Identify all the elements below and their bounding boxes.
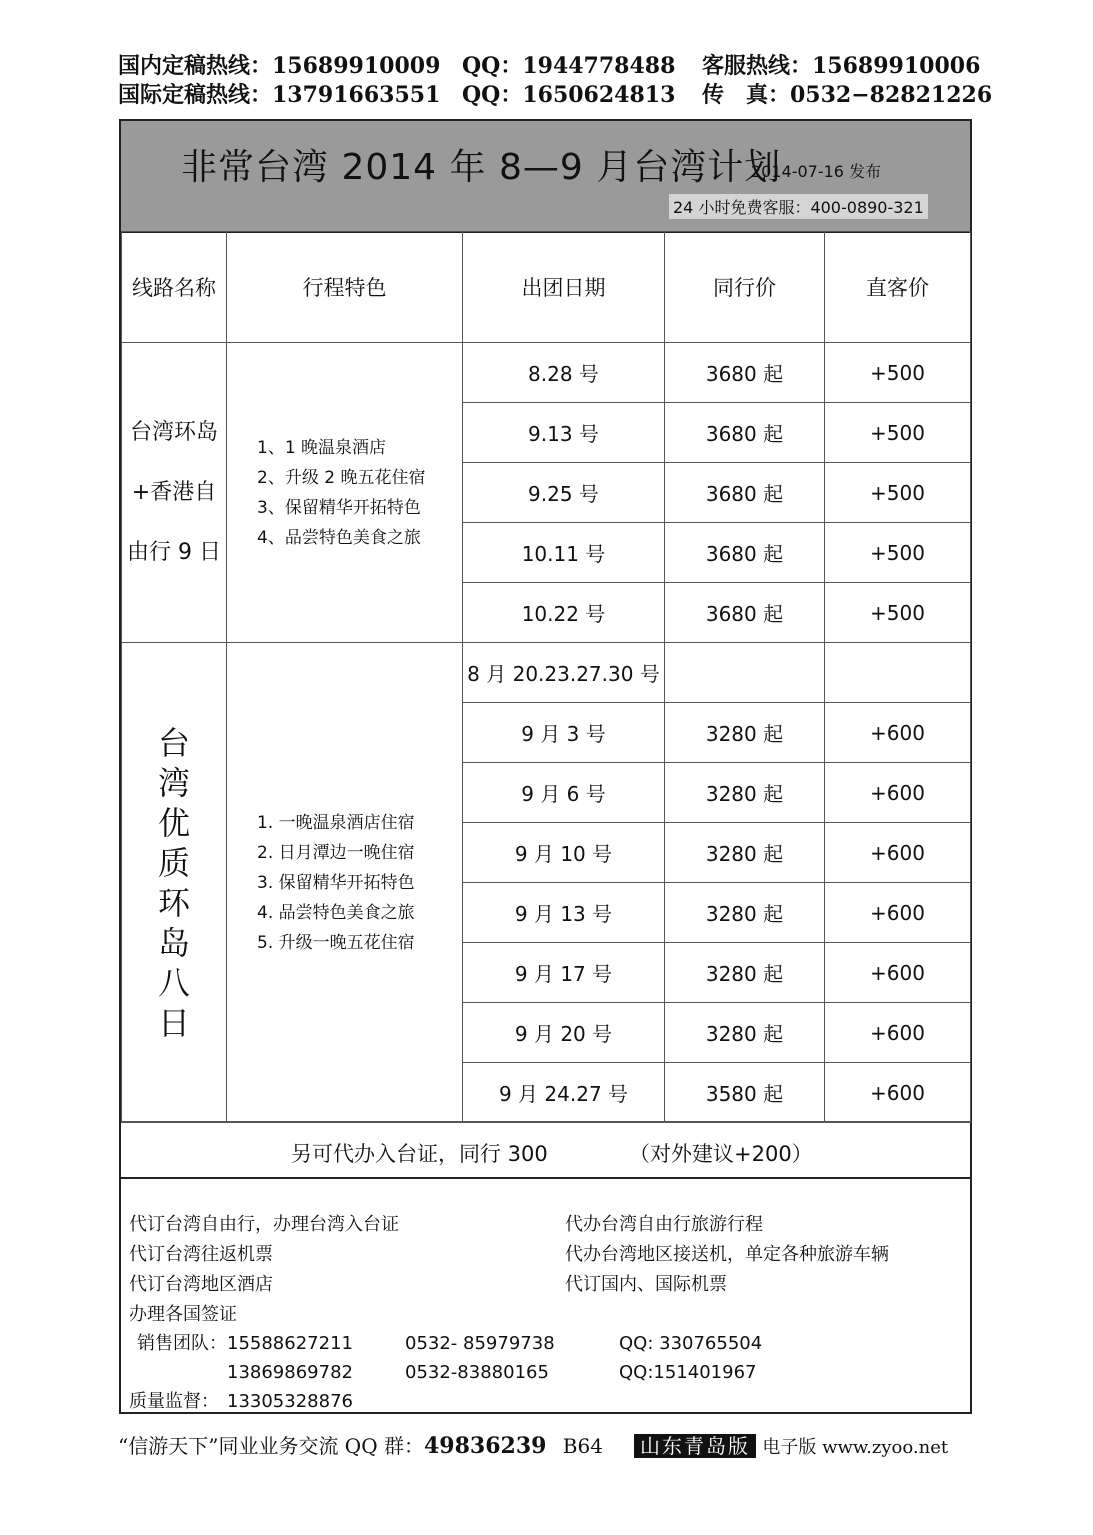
table-header-row <box>122 232 971 343</box>
route-name-1: 台湾环岛 +香港自 由行 9 日 <box>122 343 227 643</box>
sales-phone-1: 15588627211 <box>227 1333 353 1354</box>
direct-price: +600 <box>825 703 971 763</box>
service-item: 代订台湾地区酒店 <box>129 1274 273 1295</box>
direct-price: +500 <box>825 583 971 643</box>
direct-price: +600 <box>825 943 971 1003</box>
sales-tel-2: 0532-83880165 <box>405 1362 549 1383</box>
peer-price: 3280 起 <box>665 763 825 823</box>
footer-site: 电子版 www.zyoo.net <box>762 1437 949 1458</box>
service-item: 代订国内、国际机票 <box>565 1274 727 1295</box>
sales-qq-1: QQ: 330765504 <box>619 1333 763 1354</box>
peer-price: 3680 起 <box>665 583 825 643</box>
departure-date: 9 月 13 号 <box>463 883 665 943</box>
sales-label: 销售团队： <box>137 1333 227 1354</box>
departure-date: 9 月 3 号 <box>463 703 665 763</box>
peer-price: 3280 起 <box>665 703 825 763</box>
direct-price: +600 <box>825 883 971 943</box>
departure-date: 9 月 10 号 <box>463 823 665 883</box>
direct-price: +500 <box>825 463 971 523</box>
domestic-qq: QQ：1944778488 <box>462 53 676 79</box>
intl-hotline: 国际定稿热线：13791663551 <box>118 82 441 108</box>
sales-tel-1: 0532- 85979738 <box>405 1333 555 1354</box>
peer-price: 3680 起 <box>665 523 825 583</box>
peer-price: 3680 起 <box>665 463 825 523</box>
page-title: 非常台湾 2014 年 8—9 月台湾计划 <box>181 147 782 188</box>
direct-price: +600 <box>825 1063 971 1123</box>
col-route: 线路名称 <box>122 232 227 343</box>
footer-group: “信游天下”同业业务交流 QQ 群： <box>118 1434 424 1458</box>
departure-date: 8 月 20.23.27.30 号 <box>463 643 665 703</box>
direct-price: +500 <box>825 343 971 403</box>
services-section <box>121 1179 970 1414</box>
footer-group-number: 49836239 <box>423 1433 547 1459</box>
departure-date: 9 月 20 号 <box>463 1003 665 1063</box>
departure-date: 9 月 17 号 <box>463 943 665 1003</box>
peer-price <box>665 643 825 703</box>
table-row <box>122 343 971 403</box>
direct-price <box>825 643 971 703</box>
route-features-2: 1. 一晚温泉酒店住宿 2. 日月潭边一晚住宿 3. 保留精华开拓特色 4. 品尝特色美食之旅 5. 升级一晚五花住宿 <box>227 643 463 1123</box>
departure-date: 9.25 号 <box>463 463 665 523</box>
col-peer-price: 同行价 <box>665 232 825 343</box>
departure-date: 9 月 6 号 <box>463 763 665 823</box>
quality-phone: 13305328876 <box>227 1391 353 1412</box>
plan-table <box>121 231 971 1123</box>
direct-price: +600 <box>825 763 971 823</box>
domestic-hotline: 国内定稿热线：15689910009 <box>118 53 441 79</box>
direct-price: +500 <box>825 523 971 583</box>
departure-date: 8.28 号 <box>463 343 665 403</box>
direct-price: +600 <box>825 1003 971 1063</box>
publish-date: 2014-07-16 发布 <box>751 162 882 181</box>
service-item: 代订台湾自由行，办理台湾入台证 <box>129 1214 399 1235</box>
peer-price: 3680 起 <box>665 343 825 403</box>
peer-price: 3280 起 <box>665 943 825 1003</box>
visa-note <box>121 1121 970 1179</box>
departure-date: 10.22 号 <box>463 583 665 643</box>
footer-right <box>634 1430 948 1459</box>
direct-price: +500 <box>825 403 971 463</box>
peer-price: 3680 起 <box>665 403 825 463</box>
edition-badge: 山东青岛版 <box>634 1434 756 1458</box>
service-item: 代订台湾往返机票 <box>129 1244 273 1265</box>
service-item: 办理各国签证 <box>129 1304 237 1325</box>
departure-date: 9 月 24.27 号 <box>463 1063 665 1123</box>
route-features-1: 1、1 晚温泉酒店 2、升级 2 晚五花住宿 3、保留精华开拓特色 4、品尝特色美食之旅 <box>227 343 463 643</box>
service-hotline: 客服热线：15689910006 <box>702 53 981 79</box>
intl-qq: QQ：1650624813 <box>462 82 676 108</box>
plan-header <box>121 121 970 233</box>
direct-price: +600 <box>825 823 971 883</box>
sales-phone-2: 13869869782 <box>227 1362 353 1383</box>
service-hotline-badge: 24 小时免费客服：400-0890-321 <box>669 194 928 219</box>
visa-note-left: 另可代办入台证，同行 300 <box>291 1142 548 1166</box>
departure-date: 10.11 号 <box>463 523 665 583</box>
peer-price: 3580 起 <box>665 1063 825 1123</box>
service-item: 代办台湾自由行旅游行程 <box>565 1214 763 1235</box>
page-number: B64 <box>562 1434 603 1458</box>
peer-price: 3280 起 <box>665 1003 825 1063</box>
table-row <box>122 643 971 703</box>
quality-label: 质量监督： <box>129 1391 219 1412</box>
route-name-2: 台 湾 优 质 环 岛 八 日 <box>122 643 227 1123</box>
peer-price: 3280 起 <box>665 823 825 883</box>
col-direct-price: 直客价 <box>825 232 971 343</box>
col-date: 出团日期 <box>463 232 665 343</box>
plan-frame <box>119 119 972 1414</box>
service-item: 代办台湾地区接送机，单定各种旅游车辆 <box>565 1244 889 1265</box>
fax: 传 真：0532−82821226 <box>702 82 993 108</box>
visa-note-right: （对外建议+200） <box>629 1142 813 1166</box>
footer <box>118 1430 603 1459</box>
col-features: 行程特色 <box>227 232 463 343</box>
sales-qq-2: QQ:151401967 <box>619 1362 757 1383</box>
peer-price: 3280 起 <box>665 883 825 943</box>
departure-date: 9.13 号 <box>463 403 665 463</box>
